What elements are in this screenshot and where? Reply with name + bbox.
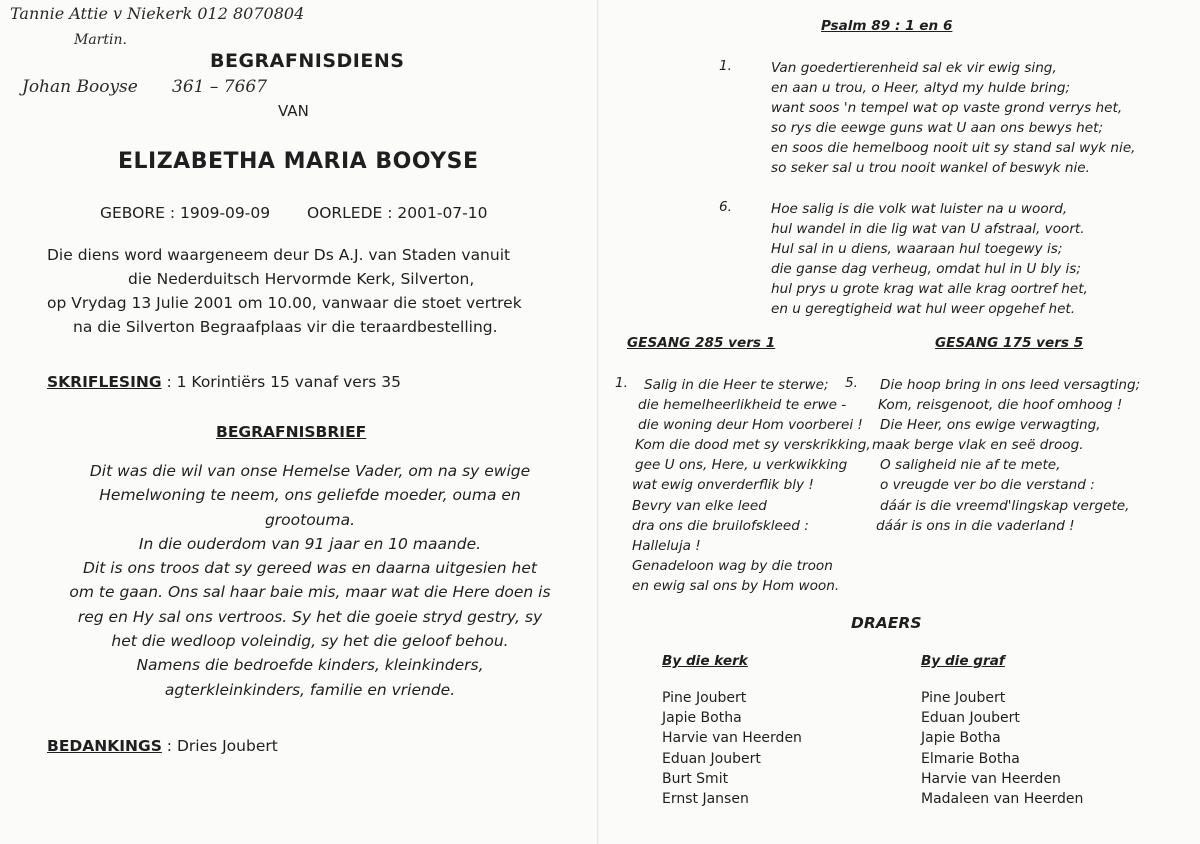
letter-line: Dit was die wil van onse Hemelse Vader, om na sy ewige — [89, 462, 531, 480]
hymn-line: Halleluja ! — [632, 537, 701, 554]
hymn-line: Die Heer, ons ewige verwagting, — [880, 417, 1101, 434]
verse-line: so seker sal u trou nooit wankel of beswyk nie. — [771, 160, 1090, 177]
letter-line: Dit is ons troos dat sy gereed was en daarna uitgesien het — [83, 559, 537, 578]
verse-line: die ganse dag verheug, omdat hul in U bly is; — [771, 261, 1081, 278]
funeral-letter — [40, 459, 580, 702]
pallbearer-name: Ernst Jansen — [662, 791, 749, 808]
verse-line: Hul sal in u diens, waaraan hul toegewy is; — [771, 241, 1063, 258]
verse-line: hul prys u grote krag wat alle krag oortref het, — [771, 281, 1088, 298]
grave-pallbearers-list — [921, 688, 1083, 809]
van-label: VAN — [278, 102, 309, 120]
psalm-verse-1 — [771, 58, 1136, 179]
thanks — [47, 737, 278, 755]
handwritten-contact-2-name: Johan Booyse — [22, 77, 138, 97]
psalm-verse-6-number: 6. — [719, 199, 732, 215]
gesang-285-verse — [632, 375, 871, 596]
handwritten-contact-2-phone: 361 – 7667 — [172, 77, 268, 97]
hymn-line: en ewig sal ons by Hom woon. — [632, 577, 840, 594]
hymn-line: O saligheid nie af te mete, — [880, 457, 1061, 474]
verse-line: en aan u trou, o Heer, altyd my hulde bring; — [771, 80, 1071, 97]
scripture-reading-value: : 1 Korintiërs 15 vanaf vers 35 — [161, 373, 401, 391]
gesang-285-heading: GESANG 285 vers 1 — [627, 335, 776, 351]
funeral-letter-heading: BEGRAFNISBRIEF — [216, 423, 367, 441]
pallbearer-name: Pine Joubert — [662, 690, 747, 706]
hymn-line: die hemelheerlikheid te erwe - — [638, 397, 847, 414]
scripture-reading-label: SKRIFLESING — [47, 373, 162, 391]
verse-line: hul wandel in die lig wat van U afstraal, voort. — [771, 221, 1085, 238]
hymn-line: dáár is ons in die vaderland ! — [876, 517, 1075, 534]
church-pallbearers-list — [662, 688, 802, 809]
letter-line: Hemelwoning te neem, ons geliefde moeder, ouma en — [99, 486, 521, 505]
handwritten-contact-1: Tannie Attie v Niekerk 012 8070804 — [10, 4, 305, 23]
verse-line: en u geregtigheid wat hul weer opgehef het. — [771, 301, 1076, 318]
pallbearer-name: Japie Botha — [921, 730, 1001, 747]
letter-line: agterkleinkinders, familie en vriende. — [164, 680, 456, 699]
pallbearer-name: Eduan Joubert — [662, 750, 761, 767]
service-line-3: op Vrydag 13 Julie 2001 om 10.00, vanwaar die stoet vertrek — [47, 294, 522, 312]
handwritten-contact-1-sub: Martin. — [74, 32, 127, 48]
pallbearer-name: Japie Botha — [662, 710, 742, 727]
hymn-line: dra ons die bruilofskleed : — [632, 517, 809, 534]
pallbearer-name: Harvie van Heerden — [662, 730, 802, 747]
gesang-175-heading: GESANG 175 vers 5 — [935, 335, 1084, 351]
psalm-verse-1-number: 1. — [719, 58, 732, 74]
hymn-line: die woning deur Hom voorberei ! — [638, 417, 863, 434]
psalm-verse-6 — [771, 199, 1088, 320]
thanks-value: : Dries Joubert — [161, 737, 278, 755]
service-line-1: Die diens word waargeneem deur Ds A.J. van Staden vanuit — [47, 246, 511, 264]
letter-line: om te gaan. Ons sal haar baie mis, maar wat die Here doen is — [69, 583, 551, 602]
verse-line: so rys die eewge guns wat U aan ons bewys het; — [771, 120, 1104, 137]
service-line-4: na die Silverton Begraafplaas vir die teraardbestelling. — [73, 318, 498, 336]
service-line-2: die Nederduitsch Hervormde Kerk, Silverton, — [128, 270, 475, 288]
hymn-line: wat ewig onverderflik bly ! — [632, 477, 814, 494]
hymn-line: gee U ons, Here, u verkwikking — [635, 457, 848, 474]
hymn-line: dáár is die vreemd'lingskap vergete, — [880, 497, 1130, 514]
scripture-reading — [47, 373, 401, 391]
psalm-heading: Psalm 89 : 1 en 6 — [821, 18, 953, 34]
hymn-line: Kom, reisgenoot, die hoof omhoog ! — [878, 397, 1123, 414]
church-pallbearers-heading: By die kerk — [662, 653, 748, 669]
letter-line: het die wedloop voleindig, sy het die geloof behou. — [111, 632, 509, 651]
page-fold — [597, 0, 599, 844]
pallbearer-name: Madaleen van Heerden — [921, 791, 1084, 808]
hymn-line: Genadeloon wag by die troon — [632, 557, 833, 574]
grave-pallbearers-heading: By die graf — [921, 653, 1005, 669]
pallbearer-name: Pine Joubert — [921, 690, 1006, 706]
letter-line: reg en Hy sal ons vertroos. Sy het die goeie stryd gestry, sy — [77, 607, 543, 626]
letter-line: Namens die bedroefde kinders, kleinkinders, — [136, 656, 484, 675]
death-date: OORLEDE : 2001-07-10 — [307, 204, 488, 222]
gesang-175-verse — [872, 375, 1140, 536]
verse-line: want soos 'n tempel wat op vaste grond verrys het, — [771, 100, 1123, 117]
pallbearer-name: Eduan Joubert — [921, 710, 1020, 727]
hymn-line: maak berge vlak en seë droog. — [872, 437, 1084, 454]
gesang-175-number: 5. — [845, 375, 858, 391]
pallbearer-name: Burt Smit — [662, 770, 729, 787]
verse-line: en soos die hemelboog nooit uit sy stand sal wyk nie, — [771, 140, 1136, 157]
thanks-label: BEDANKINGS — [47, 737, 162, 755]
letter-line: grootouma. — [264, 510, 356, 529]
verse-line: Van goedertierenheid sal ek vir ewig sing, — [771, 60, 1057, 76]
hymn-line: Salig in die Heer te sterwe; — [644, 377, 829, 393]
page-title: BEGRAFNISDIENS — [210, 50, 405, 72]
hymn-line: Die hoop bring in ons leed versagting; — [880, 377, 1141, 393]
hymn-line: Kom die dood met sy verskrikking, — [635, 437, 871, 454]
pallbearer-name: Elmarie Botha — [921, 750, 1020, 767]
hymn-line: o vreugde ver bo die verstand : — [880, 477, 1095, 494]
gesang-285-number: 1. — [615, 375, 628, 391]
pallbearer-name: Harvie van Heerden — [921, 770, 1061, 787]
letter-line: In die ouderdom van 91 jaar en 10 maande. — [138, 534, 482, 553]
pallbearers-heading: DRAERS — [851, 614, 922, 632]
birth-date: GEBORE : 1909-09-09 — [100, 204, 271, 222]
deceased-name: ELIZABETHA MARIA BOOYSE — [118, 149, 479, 174]
hymn-line: Bevry van elke leed — [632, 497, 767, 514]
verse-line: Hoe salig is die volk wat luister na u woord, — [771, 201, 1068, 217]
